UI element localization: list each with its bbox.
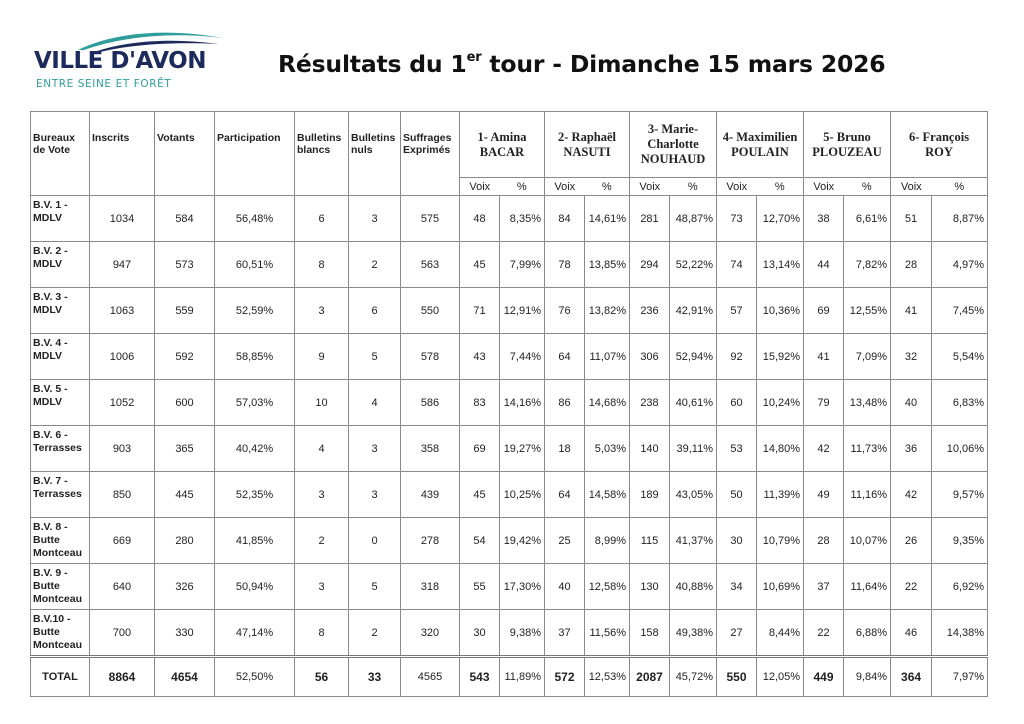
bureau-line: MDLV xyxy=(33,396,62,408)
title-text: Résultats du 1 xyxy=(278,50,467,78)
pct-cell: 43,05% xyxy=(670,472,717,518)
voix-cell: 281 xyxy=(630,196,670,242)
blancs-cell: 8 xyxy=(295,610,349,657)
exprimes-cell: 320 xyxy=(401,610,460,657)
participation-cell: 52,59% xyxy=(215,288,295,334)
voix-cell: 41 xyxy=(804,334,844,380)
pct-cell: 40,61% xyxy=(670,380,717,426)
total-blancs: 56 xyxy=(295,657,349,697)
blancs-cell: 3 xyxy=(295,288,349,334)
candidate-header: 3- Marie- Charlotte NOUHAUD xyxy=(630,112,717,178)
participation-cell: 47,14% xyxy=(215,610,295,657)
bureau-cell xyxy=(31,334,90,380)
subheader-voix: Voix xyxy=(717,178,757,196)
header-bureaux: Bureaux de Vote xyxy=(31,112,90,196)
candidate-header: 4- Maximilien POULAIN xyxy=(717,112,804,178)
nuls-cell: 2 xyxy=(349,610,401,657)
pct-cell: 9,38% xyxy=(500,610,545,657)
votants-cell: 584 xyxy=(155,196,215,242)
header-votants: Votants xyxy=(155,112,215,196)
pct-cell: 11,56% xyxy=(585,610,630,657)
pct-cell: 10,36% xyxy=(757,288,804,334)
subheader-voix: Voix xyxy=(545,178,585,196)
total-pct: 9,84% xyxy=(844,657,891,697)
bureau-line: MDLV xyxy=(33,212,62,224)
total-voix: 543 xyxy=(460,657,500,697)
voix-cell: 71 xyxy=(460,288,500,334)
blancs-cell: 10 xyxy=(295,380,349,426)
exprimes-cell: 586 xyxy=(401,380,460,426)
total-pct: 7,97% xyxy=(932,657,988,697)
voix-cell: 38 xyxy=(804,196,844,242)
pct-cell: 6,83% xyxy=(932,380,988,426)
pct-cell: 17,30% xyxy=(500,564,545,610)
pct-cell: 7,82% xyxy=(844,242,891,288)
inscrits-cell: 903 xyxy=(90,426,155,472)
inscrits-cell: 700 xyxy=(90,610,155,657)
pct-cell: 8,87% xyxy=(932,196,988,242)
voix-cell: 37 xyxy=(804,564,844,610)
pct-cell: 14,68% xyxy=(585,380,630,426)
candidate-header: 2- Raphaël NASUTI xyxy=(545,112,630,178)
participation-cell: 52,35% xyxy=(215,472,295,518)
pct-cell: 11,16% xyxy=(844,472,891,518)
table-row xyxy=(31,196,988,242)
inscrits-cell: 947 xyxy=(90,242,155,288)
pct-cell: 15,92% xyxy=(757,334,804,380)
voix-cell: 84 xyxy=(545,196,585,242)
voix-cell: 30 xyxy=(460,610,500,657)
exprimes-cell: 278 xyxy=(401,518,460,564)
candidate-header: 6- François ROY xyxy=(891,112,988,178)
subheader-pct: % xyxy=(670,178,717,196)
bureau-line: Terrasses xyxy=(33,442,82,454)
total-voix: 449 xyxy=(804,657,844,697)
voix-cell: 50 xyxy=(717,472,757,518)
pct-cell: 7,99% xyxy=(500,242,545,288)
pct-cell: 14,61% xyxy=(585,196,630,242)
pct-cell: 10,69% xyxy=(757,564,804,610)
voix-cell: 78 xyxy=(545,242,585,288)
participation-cell: 57,03% xyxy=(215,380,295,426)
pct-cell: 19,42% xyxy=(500,518,545,564)
voix-cell: 69 xyxy=(460,426,500,472)
inscrits-cell: 1052 xyxy=(90,380,155,426)
exprimes-cell: 550 xyxy=(401,288,460,334)
table-row xyxy=(31,564,988,610)
total-voix: 550 xyxy=(717,657,757,697)
pct-cell: 14,16% xyxy=(500,380,545,426)
bureau-line: Montceau xyxy=(33,639,83,651)
pct-cell: 9,35% xyxy=(932,518,988,564)
bureau-cell xyxy=(31,564,90,610)
bureau-cell xyxy=(31,242,90,288)
total-label: TOTAL xyxy=(31,657,90,697)
pct-cell: 7,45% xyxy=(932,288,988,334)
bureau-line: B.V. 5 - xyxy=(33,383,68,395)
bureau-line: MDLV xyxy=(33,304,62,316)
voix-cell: 83 xyxy=(460,380,500,426)
bureau-line: B.V. 8 - xyxy=(33,521,68,533)
pct-cell: 6,61% xyxy=(844,196,891,242)
inscrits-cell: 850 xyxy=(90,472,155,518)
blancs-cell: 8 xyxy=(295,242,349,288)
pct-cell: 13,82% xyxy=(585,288,630,334)
inscrits-cell: 1063 xyxy=(90,288,155,334)
voix-cell: 42 xyxy=(891,472,932,518)
participation-cell: 40,42% xyxy=(215,426,295,472)
table-row xyxy=(31,334,988,380)
nuls-cell: 6 xyxy=(349,288,401,334)
blancs-cell: 4 xyxy=(295,426,349,472)
blancs-cell: 9 xyxy=(295,334,349,380)
voix-cell: 64 xyxy=(545,334,585,380)
total-nuls: 33 xyxy=(349,657,401,697)
bureau-line: Butte xyxy=(33,534,60,546)
candidate-header: 5- Bruno PLOUZEAU xyxy=(804,112,891,178)
total-voix: 572 xyxy=(545,657,585,697)
total-pct: 12,53% xyxy=(585,657,630,697)
blancs-cell: 3 xyxy=(295,564,349,610)
voix-cell: 294 xyxy=(630,242,670,288)
logo-name: VILLE D'AVON xyxy=(34,48,206,74)
voix-cell: 37 xyxy=(545,610,585,657)
exprimes-cell: 439 xyxy=(401,472,460,518)
voix-cell: 27 xyxy=(717,610,757,657)
participation-cell: 58,85% xyxy=(215,334,295,380)
blancs-cell: 2 xyxy=(295,518,349,564)
exprimes-cell: 318 xyxy=(401,564,460,610)
total-pct: 11,89% xyxy=(500,657,545,697)
pct-cell: 14,58% xyxy=(585,472,630,518)
voix-cell: 92 xyxy=(717,334,757,380)
pct-cell: 40,88% xyxy=(670,564,717,610)
bureau-line: B.V.10 - xyxy=(33,613,71,625)
voix-cell: 51 xyxy=(891,196,932,242)
bureau-cell xyxy=(31,610,90,657)
inscrits-cell: 669 xyxy=(90,518,155,564)
pct-cell: 13,85% xyxy=(585,242,630,288)
exprimes-cell: 563 xyxy=(401,242,460,288)
subheader-pct: % xyxy=(757,178,804,196)
voix-cell: 189 xyxy=(630,472,670,518)
subheader-voix: Voix xyxy=(891,178,932,196)
exprimes-cell: 578 xyxy=(401,334,460,380)
pct-cell: 10,06% xyxy=(932,426,988,472)
subheader-voix: Voix xyxy=(630,178,670,196)
total-exprimes: 4565 xyxy=(401,657,460,697)
total-voix: 2087 xyxy=(630,657,670,697)
bureau-cell xyxy=(31,288,90,334)
voix-cell: 22 xyxy=(804,610,844,657)
voix-cell: 43 xyxy=(460,334,500,380)
nuls-cell: 5 xyxy=(349,564,401,610)
voix-cell: 45 xyxy=(460,472,500,518)
pct-cell: 12,58% xyxy=(585,564,630,610)
voix-cell: 48 xyxy=(460,196,500,242)
voix-cell: 28 xyxy=(804,518,844,564)
pct-cell: 11,73% xyxy=(844,426,891,472)
participation-cell: 41,85% xyxy=(215,518,295,564)
pct-cell: 52,94% xyxy=(670,334,717,380)
voix-cell: 41 xyxy=(891,288,932,334)
voix-cell: 57 xyxy=(717,288,757,334)
voix-cell: 306 xyxy=(630,334,670,380)
header-participation: Participation xyxy=(215,112,295,196)
voix-cell: 74 xyxy=(717,242,757,288)
table-row xyxy=(31,426,988,472)
voix-cell: 46 xyxy=(891,610,932,657)
participation-cell: 50,94% xyxy=(215,564,295,610)
bureau-line: B.V. 3 - xyxy=(33,291,68,303)
header-nuls: Bulletins nuls xyxy=(349,112,401,196)
pct-cell: 12,55% xyxy=(844,288,891,334)
bureau-line: Terrasses xyxy=(33,488,82,500)
pct-cell: 6,88% xyxy=(844,610,891,657)
pct-cell: 41,37% xyxy=(670,518,717,564)
votants-cell: 573 xyxy=(155,242,215,288)
nuls-cell: 3 xyxy=(349,472,401,518)
pct-cell: 11,39% xyxy=(757,472,804,518)
voix-cell: 69 xyxy=(804,288,844,334)
table-row xyxy=(31,380,988,426)
bureau-line: B.V. 9 - xyxy=(33,567,68,579)
bureau-line: Montceau xyxy=(33,593,83,605)
pct-cell: 39,11% xyxy=(670,426,717,472)
bureau-line: Butte xyxy=(33,580,60,592)
bureau-line: B.V. 1 - xyxy=(33,199,68,211)
total-inscrits: 8864 xyxy=(90,657,155,697)
votants-cell: 600 xyxy=(155,380,215,426)
header-inscrits: Inscrits xyxy=(90,112,155,196)
voix-cell: 140 xyxy=(630,426,670,472)
votants-cell: 280 xyxy=(155,518,215,564)
voix-cell: 44 xyxy=(804,242,844,288)
pct-cell: 42,91% xyxy=(670,288,717,334)
voix-cell: 158 xyxy=(630,610,670,657)
voix-cell: 32 xyxy=(891,334,932,380)
voix-cell: 86 xyxy=(545,380,585,426)
logo-tagline: ENTRE SEINE ET FORÊT xyxy=(36,78,172,90)
bureau-line: Montceau xyxy=(33,547,83,559)
subheader-pct: % xyxy=(585,178,630,196)
votants-cell: 445 xyxy=(155,472,215,518)
votants-cell: 365 xyxy=(155,426,215,472)
table-row xyxy=(31,288,988,334)
participation-cell: 56,48% xyxy=(215,196,295,242)
voix-cell: 22 xyxy=(891,564,932,610)
total-votants: 4654 xyxy=(155,657,215,697)
table-row xyxy=(31,472,988,518)
voix-cell: 45 xyxy=(460,242,500,288)
bureau-line: B.V. 2 - xyxy=(33,245,68,257)
header-row xyxy=(31,112,988,178)
voix-cell: 64 xyxy=(545,472,585,518)
voix-cell: 79 xyxy=(804,380,844,426)
voix-cell: 42 xyxy=(804,426,844,472)
voix-cell: 36 xyxy=(891,426,932,472)
pct-cell: 14,80% xyxy=(757,426,804,472)
inscrits-cell: 1006 xyxy=(90,334,155,380)
pct-cell: 4,97% xyxy=(932,242,988,288)
pct-cell: 9,57% xyxy=(932,472,988,518)
total-voix: 364 xyxy=(891,657,932,697)
nuls-cell: 3 xyxy=(349,196,401,242)
votants-cell: 592 xyxy=(155,334,215,380)
pct-cell: 6,92% xyxy=(932,564,988,610)
pct-cell: 14,38% xyxy=(932,610,988,657)
voix-cell: 53 xyxy=(717,426,757,472)
total-participation: 52,50% xyxy=(215,657,295,697)
pct-cell: 7,44% xyxy=(500,334,545,380)
voix-cell: 25 xyxy=(545,518,585,564)
voix-cell: 115 xyxy=(630,518,670,564)
total-pct: 12,05% xyxy=(757,657,804,697)
subheader-pct: % xyxy=(932,178,988,196)
pct-cell: 7,09% xyxy=(844,334,891,380)
candidate-header: 1- Amina BACAR xyxy=(460,112,545,178)
header-blancs: Bulletins blancs xyxy=(295,112,349,196)
voix-cell: 40 xyxy=(891,380,932,426)
page-title xyxy=(278,50,885,78)
pct-cell: 19,27% xyxy=(500,426,545,472)
subheader-voix: Voix xyxy=(460,178,500,196)
inscrits-cell: 1034 xyxy=(90,196,155,242)
table-row xyxy=(31,242,988,288)
bureau-line: B.V. 4 - xyxy=(33,337,68,349)
table-row xyxy=(31,518,988,564)
bureau-cell xyxy=(31,518,90,564)
voix-cell: 236 xyxy=(630,288,670,334)
pct-cell: 8,44% xyxy=(757,610,804,657)
nuls-cell: 0 xyxy=(349,518,401,564)
voix-cell: 73 xyxy=(717,196,757,242)
subheader-pct: % xyxy=(500,178,545,196)
bureau-line: MDLV xyxy=(33,350,62,362)
voix-cell: 49 xyxy=(804,472,844,518)
pct-cell: 10,79% xyxy=(757,518,804,564)
voix-cell: 26 xyxy=(891,518,932,564)
votants-cell: 559 xyxy=(155,288,215,334)
table-row xyxy=(31,610,988,657)
blancs-cell: 3 xyxy=(295,472,349,518)
bureau-line: B.V. 6 - xyxy=(33,429,68,441)
total-row xyxy=(31,657,988,697)
voix-cell: 54 xyxy=(460,518,500,564)
pct-cell: 13,14% xyxy=(757,242,804,288)
voix-cell: 28 xyxy=(891,242,932,288)
bureau-cell xyxy=(31,426,90,472)
pct-cell: 10,07% xyxy=(844,518,891,564)
pct-cell: 8,99% xyxy=(585,518,630,564)
pct-cell: 12,70% xyxy=(757,196,804,242)
voix-cell: 55 xyxy=(460,564,500,610)
voix-cell: 76 xyxy=(545,288,585,334)
nuls-cell: 5 xyxy=(349,334,401,380)
results-body xyxy=(31,196,988,697)
pct-cell: 48,87% xyxy=(670,196,717,242)
nuls-cell: 2 xyxy=(349,242,401,288)
voix-cell: 60 xyxy=(717,380,757,426)
bureau-cell xyxy=(31,472,90,518)
votants-cell: 330 xyxy=(155,610,215,657)
bureau-line: Butte xyxy=(33,626,60,638)
nuls-cell: 4 xyxy=(349,380,401,426)
title-superscript: er xyxy=(466,50,482,66)
voix-cell: 238 xyxy=(630,380,670,426)
title-rest: tour - Dimanche 15 mars 2026 xyxy=(481,50,886,78)
logo xyxy=(30,28,206,96)
pct-cell: 8,35% xyxy=(500,196,545,242)
header-exprimes: Suffrages Exprimés xyxy=(401,112,460,196)
voix-cell: 40 xyxy=(545,564,585,610)
votants-cell: 326 xyxy=(155,564,215,610)
bureau-cell xyxy=(31,380,90,426)
pct-cell: 10,24% xyxy=(757,380,804,426)
inscrits-cell: 640 xyxy=(90,564,155,610)
pct-cell: 13,48% xyxy=(844,380,891,426)
pct-cell: 11,64% xyxy=(844,564,891,610)
pct-cell: 49,38% xyxy=(670,610,717,657)
voix-cell: 18 xyxy=(545,426,585,472)
bureau-line: B.V. 7 - xyxy=(33,475,68,487)
nuls-cell: 3 xyxy=(349,426,401,472)
subheader-voix: Voix xyxy=(804,178,844,196)
total-pct: 45,72% xyxy=(670,657,717,697)
voix-cell: 34 xyxy=(717,564,757,610)
pct-cell: 5,54% xyxy=(932,334,988,380)
pct-cell: 52,22% xyxy=(670,242,717,288)
voix-cell: 30 xyxy=(717,518,757,564)
exprimes-cell: 575 xyxy=(401,196,460,242)
pct-cell: 12,91% xyxy=(500,288,545,334)
blancs-cell: 6 xyxy=(295,196,349,242)
bureau-cell xyxy=(31,196,90,242)
voix-cell: 130 xyxy=(630,564,670,610)
subheader-pct: % xyxy=(844,178,891,196)
participation-cell: 60,51% xyxy=(215,242,295,288)
results-table xyxy=(30,111,988,697)
pct-cell: 10,25% xyxy=(500,472,545,518)
pct-cell: 5,03% xyxy=(585,426,630,472)
exprimes-cell: 358 xyxy=(401,426,460,472)
pct-cell: 11,07% xyxy=(585,334,630,380)
bureau-line: MDLV xyxy=(33,258,62,270)
